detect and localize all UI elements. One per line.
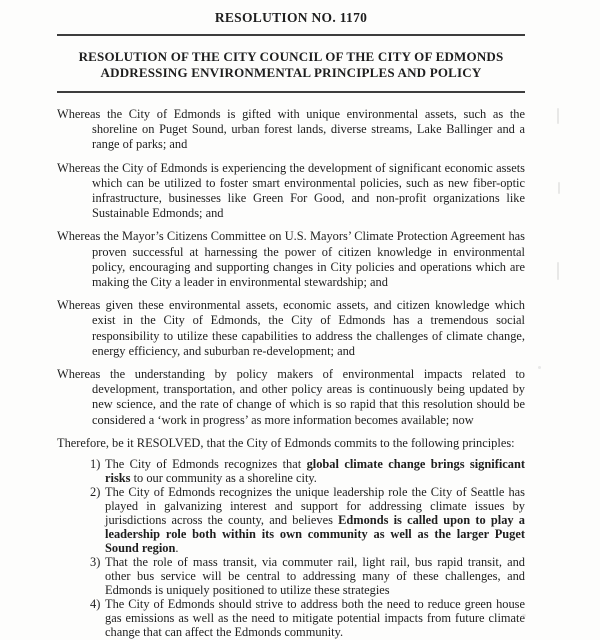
scan-artifact bbox=[558, 182, 560, 194]
scan-artifact bbox=[538, 366, 541, 369]
list-item-2 bbox=[90, 485, 525, 555]
list-item-1-text-post: to our community as a shoreline city. bbox=[130, 471, 317, 486]
list-item-1-text bbox=[105, 457, 525, 485]
heading-line-2: ADDRESSING ENVIRONMENTAL PRINCIPLES AND POLICY bbox=[100, 64, 482, 80]
horizontal-rule-top bbox=[57, 34, 525, 36]
list-item-2-text bbox=[105, 485, 525, 555]
list-item-4-text bbox=[105, 597, 525, 639]
heading-line-1: RESOLUTION OF THE CITY COUNCIL OF THE CITY OF EDMONDS bbox=[78, 49, 504, 64]
resolution-number-title: RESOLUTION NO. 1170 bbox=[214, 10, 368, 25]
horizontal-rule-bottom bbox=[57, 91, 525, 93]
list-item-1-number: 1) bbox=[90, 457, 101, 472]
list-item-3 bbox=[90, 555, 525, 597]
whereas-paragraph-1: Whereas the City of Edmonds is gifted with unique environmental assets, such as the shoreline on Puget Sound, urban forest lands, diverse streams, Lake Ballinger and a range of parks; and bbox=[57, 107, 525, 152]
list-item-3-text bbox=[105, 555, 525, 597]
whereas-paragraph-2: Whereas the City of Edmonds is experiencing the development of significant economic assets which can be utilized to foster smart environmental policies, such as new fiber-optic infrastructure, businesses like Green For Good, and non-profit organizations like Sustainable Edmonds; and bbox=[57, 160, 525, 221]
resolution-heading bbox=[57, 49, 525, 80]
whereas-paragraph-4: Whereas given these environmental assets, economic assets, and citizen knowledge which exist in the City of Edmonds, the City of Edmonds has a tremendous social responsibility to utilize these capabilities to address the challenges of climate change, energy efficiency, and suburban re-development; and bbox=[57, 298, 525, 358]
scan-artifact bbox=[522, 614, 526, 617]
scan-artifact bbox=[557, 262, 559, 280]
scan-artifact bbox=[557, 108, 559, 124]
list-item-2-text-post: . bbox=[175, 541, 179, 556]
whereas-paragraph-3: Whereas the Mayor’s Citizens Committee on U.S. Mayors’ Climate Protection Agreement has proven successful at harnessing the power of citizen knowledge in environmental policy, encouraging and supporting changes in City policies and operations which are making the City a leader in environmental stewardship; and bbox=[57, 229, 525, 290]
list-item-4 bbox=[90, 597, 525, 639]
list-item-1 bbox=[90, 457, 525, 485]
list-item-2-text-bold: Edmonds is called upon to play a leadership role both within its own community as well as the larger Puget Sound region bbox=[105, 513, 525, 556]
list-item-1-text-pre: The City of Edmonds recognizes that bbox=[105, 457, 307, 472]
list-item-4-number: 4) bbox=[90, 597, 101, 612]
list-item-2-number: 2) bbox=[90, 485, 101, 500]
list-item-3-number: 3) bbox=[90, 555, 101, 570]
whereas-paragraph-5: Whereas the understanding by policy makers of environmental impacts related to development, transportation, and other policy areas is continuously being updated by new science, and the rate of change of which is so rapid that this resolution should be considered a ‘work in progress’ as more information becomes available; now bbox=[57, 367, 525, 427]
principles-list bbox=[90, 457, 525, 639]
list-item-4-text-pre: The City of Edmonds should strive to address both the need to reduce green house gas emissions as well as the need to mitigate potential impacts from future climate change that can affect the Edmonds community. bbox=[105, 597, 525, 640]
list-item-1-text-bold: global climate change brings significant risks bbox=[105, 457, 525, 486]
list-item-3-text-pre: That the role of mass transit, via commuter rail, light rail, bus rapid transit, and other bus service will be central to addressing many of these challenges, and Edmonds is uniquely positioned to utilize these strategies bbox=[105, 555, 525, 598]
therefore-clause: Therefore, be it RESOLVED, that the City of Edmonds commits to the following principles: bbox=[57, 435, 515, 450]
list-item-2-text-pre: The City of Edmonds recognizes the unique leadership role the City of Seattle has played in galvanizing interest and support for addressing climate issues by jurisdictions across the county, and believes bbox=[105, 485, 525, 528]
